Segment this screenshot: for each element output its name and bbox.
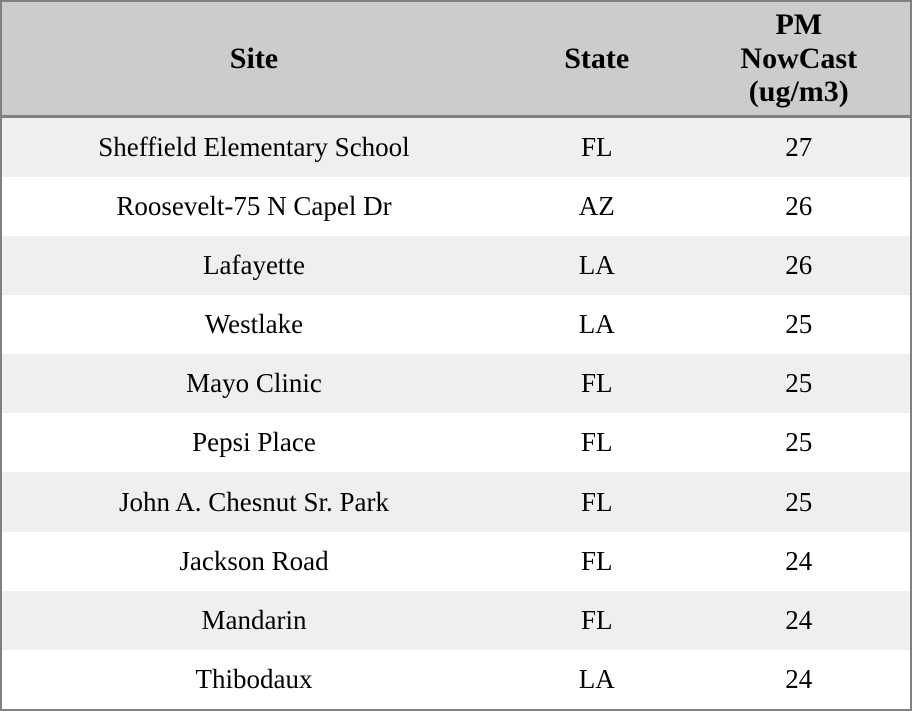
cell-state: FL: [506, 354, 688, 413]
cell-site: Mandarin: [2, 591, 506, 650]
cell-state: FL: [506, 472, 688, 531]
cell-site: John A. Chesnut Sr. Park: [2, 472, 506, 531]
table-row: [2, 116, 910, 177]
column-header-site-line-1: Site: [229, 41, 279, 75]
table-header: [2, 2, 910, 116]
cell-value: 24: [688, 650, 910, 709]
table-row: [2, 591, 910, 650]
column-header-state: [506, 2, 688, 116]
table-row: [2, 413, 910, 472]
cell-state: FL: [506, 591, 688, 650]
table-row: [2, 354, 910, 413]
cell-state: LA: [506, 236, 688, 295]
air-quality-table: [2, 2, 910, 709]
table-header-row: [2, 2, 910, 116]
column-header-pm-nowcast-line-2: NowCast: [740, 41, 858, 75]
cell-state: AZ: [506, 177, 688, 236]
table-row: [2, 236, 910, 295]
cell-value: 26: [688, 236, 910, 295]
cell-site: Roosevelt-75 N Capel Dr: [2, 177, 506, 236]
table-body: [2, 116, 910, 709]
cell-site: Pepsi Place: [2, 413, 506, 472]
cell-value: 24: [688, 591, 910, 650]
cell-value: 27: [688, 116, 910, 177]
cell-state: LA: [506, 295, 688, 354]
column-header-site: [2, 2, 506, 116]
cell-state: FL: [506, 413, 688, 472]
cell-state: FL: [506, 532, 688, 591]
cell-value: 25: [688, 413, 910, 472]
table-row: [2, 177, 910, 236]
cell-value: 24: [688, 532, 910, 591]
cell-site: Westlake: [2, 295, 506, 354]
cell-site: Jackson Road: [2, 532, 506, 591]
cell-state: LA: [506, 650, 688, 709]
table-row: [2, 650, 910, 709]
cell-site: Mayo Clinic: [2, 354, 506, 413]
cell-site: Lafayette: [2, 236, 506, 295]
cell-value: 25: [688, 354, 910, 413]
cell-site: Sheffield Elementary School: [2, 116, 506, 177]
column-header-pm-nowcast-line-3: (ug/m3): [748, 75, 849, 109]
table-row: [2, 472, 910, 531]
cell-value: 25: [688, 295, 910, 354]
cell-state: FL: [506, 116, 688, 177]
column-header-state-line-1: State: [564, 41, 630, 75]
table-row: [2, 532, 910, 591]
cell-value: 26: [688, 177, 910, 236]
cell-site: Thibodaux: [2, 650, 506, 709]
column-header-pm-nowcast: [688, 2, 910, 116]
column-header-pm-nowcast-line-1: PM: [775, 8, 823, 41]
table-row: [2, 295, 910, 354]
cell-value: 25: [688, 472, 910, 531]
